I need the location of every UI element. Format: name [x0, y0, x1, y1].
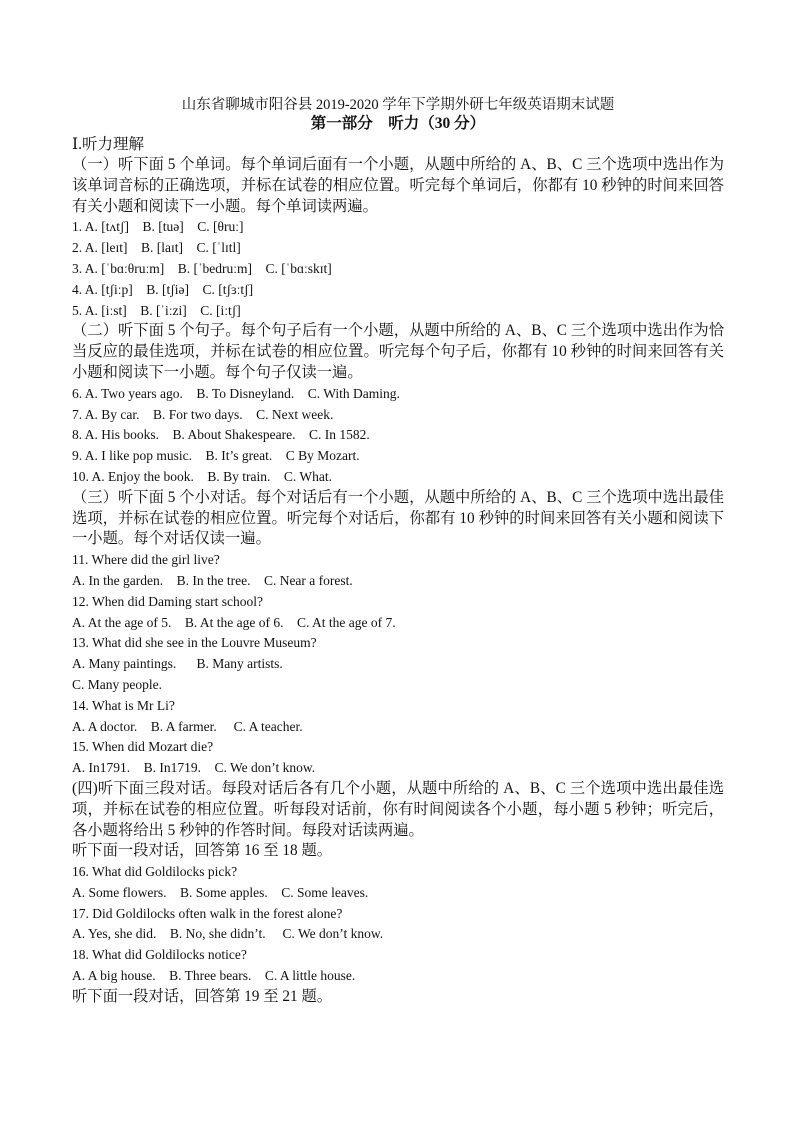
instruction-paragraph: 听下面一段对话，回答第 16 至 18 题。 — [72, 842, 333, 860]
question-line: 6. A. Two years ago. B. To Disneyland. C. With Daming. — [72, 385, 400, 401]
exam-title: 山东省聊城市阳谷县 2019-2020 学年下学期外研七年级英语期末试题 — [181, 97, 615, 113]
question-line: 16. What did Goldilocks pick? — [72, 864, 238, 880]
section-title: Ⅰ.听力理解 — [72, 136, 144, 153]
instruction-paragraph: (四)听下面三段对话。每段对话后各有几个小题，从题中所给的 A、B、C 三个选项中选出最佳选项，并标在试卷的相应位置。听每段对话前，你有时间阅读各个小题，每小题 5 秒钟；听完后，各小题将给出 5 秒钟的作答时间。每段对话读两遍。 — [72, 779, 724, 839]
instruction-paragraph: （三）听下面 5 个小对话。每个对话后有一个小题，从题中所给的 A、B、C 三个选项中选出最佳选项，并标在试卷的相应位置。听完每个对话后，你都有 10 秒钟的时间来回答有关小题和阅读下一小题。每个对话仅读一遍。 — [72, 488, 724, 548]
question-line: 2. A. [leɪt] B. [laɪt] C. [ˈlɪtl] — [72, 240, 241, 256]
question-line: C. Many people. — [72, 676, 162, 692]
question-line: 17. Did Goldilocks often walk in the forest alone? — [72, 905, 343, 921]
question-line: 9. A. I like pop music. B. It’s great. C By Mozart. — [72, 448, 360, 464]
part-title: 第一部分 听力（30 分） — [310, 115, 486, 132]
question-line: A. In1791. B. In1719. C. We don’t know. — [72, 760, 316, 776]
question-line: A. In the garden. B. In the tree. C. Near a forest. — [72, 572, 353, 588]
instruction-paragraph: 听下面一段对话，回答第 19 至 21 题。 — [72, 987, 333, 1005]
question-line: A. Some flowers. B. Some apples. C. Some leaves. — [72, 884, 369, 900]
question-line: 12. When did Daming start school? — [72, 593, 263, 609]
question-line: A. Many paintings. B. Many artists. — [72, 656, 283, 672]
question-line: 8. A. His books. B. About Shakespeare. C. In 1582. — [72, 427, 370, 443]
question-line: 14. What is Mr Li? — [72, 697, 175, 713]
question-line: 18. What did Goldilocks notice? — [72, 947, 247, 963]
question-line: 5. A. [iːst] B. [ˈiːzi] C. [iːtʃ] — [72, 302, 241, 318]
question-line: A. A doctor. B. A farmer. C. A teacher. — [72, 718, 303, 734]
exam-page — [72, 96, 724, 1008]
question-line: 1. A. [tʌtʃ] B. [tuə] C. [θruː] — [72, 219, 244, 235]
question-line: 3. A. [ˈbɑːθruːm] B. [ˈbedruːm] C. [ˈbɑːskɪt] — [72, 260, 332, 276]
question-line: 11. Where did the girl live? — [72, 552, 220, 568]
instruction-paragraph: （一）听下面 5 个单词。每个单词后面有一个小题，从题中所给的 A、B、C 三个选项中选出作为该单词音标的正确选项，并标在试卷的相应位置。听完每个单词后，你都有 10 秒钟的时间来回答有关小题和阅读下一小题。每个单词读两遍。 — [72, 156, 724, 215]
question-line: 15. When did Mozart die? — [72, 739, 214, 755]
question-line: A. Yes, she did. B. No, she didn’t. C. We don’t know. — [72, 926, 384, 942]
question-line: A. At the age of 5. B. At the age of 6. C. At the age of 7. — [72, 614, 396, 630]
question-line: 10. A. Enjoy the book. B. By train. C. What. — [72, 468, 332, 484]
question-line: 13. What did she see in the Louvre Museum? — [72, 635, 317, 651]
question-line: 4. A. [tʃiːp] B. [tʃiə] C. [tʃɜːtʃ] — [72, 281, 254, 297]
question-line: A. A big house. B. Three bears. C. A little house. — [72, 968, 356, 984]
instruction-paragraph: （二）听下面 5 个句子。每个句子后有一个小题，从题中所给的 A、B、C 三个选项中选出作为恰当反应的最佳选项，并标在试卷的相应位置。听完每个句子后，你都有 10 秒钟的时间来回答有关小题和阅读下一小题。每个句子仅读一遍。 — [72, 322, 724, 381]
question-list — [72, 155, 724, 1008]
question-line: 7. A. By car. B. For two days. C. Next week. — [72, 406, 334, 422]
